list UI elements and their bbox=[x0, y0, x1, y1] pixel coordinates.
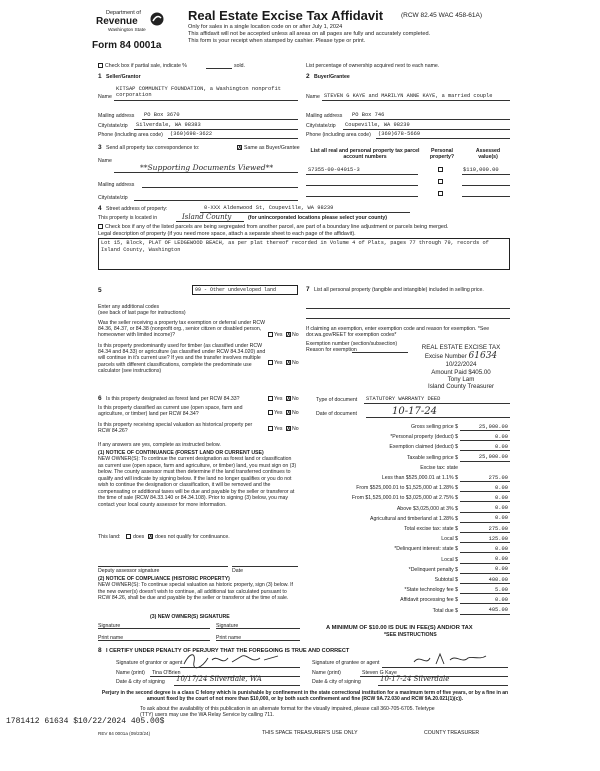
buyer-name-label: Name bbox=[306, 94, 320, 100]
agency-label: Revenue bbox=[96, 16, 138, 27]
print-label-2: Print name bbox=[216, 635, 242, 641]
grantor-date-label: Date & city of signing bbox=[116, 679, 165, 685]
forest-no-label: No bbox=[292, 396, 299, 402]
rcw-ref: (RCW 82.45 WAC 458-61A) bbox=[401, 12, 483, 19]
same-as-buyer-checkbox[interactable]: X bbox=[238, 145, 242, 151]
unincorp-note: (for unincorporated locations please select your county) bbox=[248, 215, 387, 221]
calc-value[interactable]: 0.00 bbox=[495, 556, 508, 563]
q2-no-label: No bbox=[292, 360, 299, 366]
sec5-num: 5 bbox=[98, 287, 102, 294]
assessed-value[interactable]: $110,000.00 bbox=[463, 167, 499, 173]
calc-value[interactable]: 0.00 bbox=[495, 433, 508, 440]
county-value[interactable]: Island County bbox=[182, 213, 232, 221]
parcel-header: List all real and personal property tax parcel account numbers bbox=[310, 148, 420, 161]
notice2-text: NEW OWNER(S): To continue special valuation as historic property, sign (3) below. If the new owner(s) doesn't wish to continue, all additional tax calculated pursuant to RCW 84.26, shall be due and payable by the seller or transferor at the time of sale. bbox=[98, 582, 293, 601]
grantor-name[interactable]: Tina O'Brien bbox=[152, 670, 181, 676]
grantee-date[interactable]: 10-17-24 Silverdale bbox=[380, 675, 450, 683]
sig3-label: (3) NEW OWNER(S) SIGNATURE bbox=[150, 614, 230, 620]
state-label: Washington State bbox=[108, 28, 146, 33]
calc-value[interactable]: 405.00 bbox=[488, 607, 508, 614]
seller-mail[interactable]: PO Box 3670 bbox=[144, 112, 180, 118]
accessibility-note: To ask about the availability of this publication in an alternate format for the visually impaired, please call 360-705-6705. Teletype (TTY) users may use the WA Relay Service by calling 711. bbox=[140, 706, 435, 719]
seller-phone[interactable]: (360)698-3622 bbox=[170, 131, 213, 137]
if-yes-label: If any answers are yes, complete as instructed below. bbox=[98, 442, 221, 448]
grantor-date[interactable]: 10/17/24 Silverdale, WA bbox=[176, 675, 262, 683]
sec4-num: 4 bbox=[98, 205, 102, 212]
calc-label: From $1,525,000.01 to $3,025,000 at 2.75% $ bbox=[351, 495, 458, 502]
sec7-num: 7 bbox=[306, 286, 310, 293]
see-instructions: *SEE INSTRUCTIONS bbox=[384, 632, 437, 638]
buyer-heading: Buyer/Grantee bbox=[314, 74, 350, 80]
personal-header: Personal property? bbox=[429, 148, 455, 161]
calc-value[interactable]: 0.00 bbox=[495, 566, 508, 573]
calc-label: Above $3,025,000 at 3% $ bbox=[396, 505, 458, 512]
deputy-label: Deputy assessor signature bbox=[98, 568, 160, 574]
personal-property-checkbox-3[interactable] bbox=[438, 191, 443, 196]
sec7-label: List all personal property (tangible and intangible) included in selling price. bbox=[314, 287, 484, 293]
grantee-date-label: Date & city of signing bbox=[312, 679, 361, 685]
segregated-checkbox[interactable] bbox=[98, 224, 103, 229]
street-address[interactable]: 0-XXX Aldenwood St, Coupeville, WA 98239 bbox=[204, 205, 334, 211]
calc-label: Total excise tax: state $ bbox=[404, 526, 458, 532]
calc-value[interactable]: 0.00 bbox=[495, 596, 508, 603]
calc-value[interactable]: 0.00 bbox=[495, 494, 508, 501]
buyer-city[interactable]: Coupeville, WA 98239 bbox=[345, 122, 410, 128]
seller-name-label: Name bbox=[98, 94, 112, 100]
sec3-mail-label: Mailing address bbox=[98, 182, 135, 188]
sig-grantee-label: Signature of grantee or agent bbox=[312, 660, 380, 666]
legal-label: Legal description of property (if you need more space, attach a separate sheet to each page of the affidavit). bbox=[98, 231, 356, 237]
calc-value[interactable]: 0.00 bbox=[495, 484, 508, 491]
sig-grantor-label: Signature of grantor or agent bbox=[116, 660, 183, 666]
sec6-q1: Is this property designated as forest land per RCW 84.33? bbox=[106, 396, 240, 402]
stamp-treasurer-name: Tony Lam bbox=[447, 375, 475, 383]
sec3-city-label: City/state/zip bbox=[98, 195, 128, 201]
does-label: does bbox=[133, 534, 145, 540]
calc-label: *Delinquent penalty $ bbox=[408, 566, 458, 573]
located-label: This property is located in bbox=[98, 215, 158, 221]
seller-city[interactable]: Silverdale, WA 98383 bbox=[136, 122, 201, 128]
sig-label-1: Signature bbox=[98, 623, 121, 629]
calc-label: Affidavit processing fee $ bbox=[400, 597, 458, 604]
seller-city-label: City/state/zip bbox=[98, 123, 128, 129]
calc-label: Local $ bbox=[441, 536, 458, 543]
reason-label: Reason for exemption bbox=[306, 347, 357, 353]
buyer-phone[interactable]: (360)678-5669 bbox=[378, 131, 421, 137]
personal-property-checkbox-2[interactable] bbox=[438, 179, 443, 184]
stamp-line-1: REAL ESTATE EXCISE TAX bbox=[421, 344, 501, 351]
note-3: This form is your receipt when stamped by cashier. Please type or print. bbox=[188, 38, 366, 44]
stamp-treasurer-title: Island County Treasurer bbox=[427, 382, 495, 390]
current-use-yes-checkbox[interactable] bbox=[268, 410, 273, 415]
does-not-checkbox[interactable]: X bbox=[149, 534, 153, 540]
additional-codes-label: Enter any additional codes bbox=[98, 304, 160, 310]
segregated-label: Check box if any of the listed parcels are being segregated from another parcel, are part of a boundary line adjustment or parcels being merged. bbox=[105, 224, 449, 230]
receipt-line: 1781412 61634 $10/22/2024 405.00$ bbox=[6, 717, 165, 726]
print-label-1: Print name bbox=[98, 635, 124, 641]
deputy-date-label: Date bbox=[232, 568, 243, 574]
calc-label: Gross selling price $ bbox=[411, 424, 458, 430]
partial-sale-checkbox[interactable] bbox=[98, 63, 103, 68]
sec6-q3: Is this property receiving special valuation as historical property per RCW 84.26? bbox=[98, 422, 253, 435]
calc-label: *Delinquent interest: state $ bbox=[394, 546, 458, 553]
street-label: Street address of property: bbox=[106, 206, 168, 212]
historic-yes-label: Yes bbox=[274, 426, 283, 432]
logo-icon bbox=[150, 12, 164, 26]
buyer-num: 2 bbox=[306, 73, 310, 80]
perjury-note: Perjury in the second degree is a class C felony which is punishable by confinement in the state correctional institution for a maximum term of five years, or by a fine in an amount fixed by the court of not more than $10,000, or by both such confinement and fine (RCW 9A.72.030 and RCW 9A.20.021(1)(c)). bbox=[101, 690, 509, 702]
calc-label: Less than $525,000.01 at 1.1% $ bbox=[381, 475, 458, 481]
calc-value[interactable]: 5.00 bbox=[495, 586, 508, 593]
seller-num: 1 bbox=[98, 73, 102, 80]
exempt-note: If claiming an exemption, enter exemption code and reason for exemption. *See dor.wa.gov/REET for exemption codes* bbox=[306, 326, 490, 339]
sec8-num: 8 bbox=[98, 647, 102, 654]
exempt-no-label: Exemption number (section/subsection) bbox=[306, 341, 398, 347]
stamp-excise-number: 61634 bbox=[468, 351, 498, 362]
sec5-q2: Is this property predominantly used for timber (as classified under RCW 84.34 and 84.33) or agriculture (as classified under RCW 84.34.020) and will continue in it's current use? If yes and the transfer involves multiple parcels with different classifications, complete the predominate use calculator (see instructions) bbox=[98, 343, 266, 374]
grantee-name-label: Name (print) bbox=[312, 670, 341, 676]
seller-name[interactable]: KITSAP COMMUNITY FOUNDATION, a Washington nonprofit corporation bbox=[116, 86, 281, 99]
calc-value[interactable]: 400.00 bbox=[488, 576, 508, 583]
county-treasurer-label: COUNTY TREASURER bbox=[424, 730, 480, 736]
calc-label: Total due $ bbox=[432, 607, 458, 614]
forest-no-checkbox[interactable]: X bbox=[287, 396, 291, 402]
assessed-header: Assessed value(s) bbox=[475, 148, 501, 161]
calc-label: Subtotal $ bbox=[434, 577, 458, 583]
seller-heading: Seller/Grantor bbox=[106, 74, 141, 80]
calc-label: Exemption claimed (deduct) $ bbox=[389, 444, 458, 451]
calc-label: Local $ bbox=[441, 556, 458, 563]
sec5-q1: Was the seller receiving a property tax exemption or deferral under RCW 84.36, 84.37, or 84.38 (nonprofit org., senior citizen or disabled person, homeowner with limited income)? bbox=[98, 320, 266, 339]
seller-mail-label: Mailing address bbox=[98, 113, 135, 119]
q1-no-checkbox[interactable]: X bbox=[287, 332, 291, 338]
stamp-line-2: Excise Number 61634 bbox=[424, 351, 498, 362]
historic-yes-checkbox[interactable] bbox=[268, 426, 273, 431]
calc-value[interactable]: 275.00 bbox=[488, 525, 508, 532]
note-1: Only for sales in a single location code on or after July 1, 2024 bbox=[188, 24, 343, 30]
sec3-num: 3 bbox=[98, 144, 102, 151]
calc-value[interactable]: 25,000.00 bbox=[478, 454, 508, 461]
land-use-value: 99 - Other undeveloped land bbox=[195, 287, 277, 293]
date-doc-value[interactable]: 10-17-24 bbox=[392, 406, 437, 417]
type-doc-label: Type of document bbox=[316, 397, 358, 403]
buyer-mail[interactable]: PO Box 746 bbox=[352, 112, 385, 118]
current-use-no-label: No bbox=[292, 410, 299, 416]
historic-no-label: No bbox=[292, 426, 299, 432]
notice1-text: NEW OWNER(S): To continue the current designation as forest land or classification as current use (open space, farm and agriculture, or timber) land, you must sign on (3) below. The county assessor must then determine if the land transferred continues to qualify and will indicate by signing below. If the land no longer qualifies or you do not wish to continue the designation or classification, it will be removed and the compensating or additional taxes will be due and payable by the seller or transferor at the time of sale (RCW 84.33.140 or 84.34.108). Prior to signing (3) below, you may contact your local county assessor for more information. bbox=[98, 456, 297, 508]
notice2-title: (2) NOTICE OF COMPLIANCE (HISTORIC PROPERTY) bbox=[98, 576, 230, 582]
dept-label: Department of bbox=[106, 10, 141, 16]
grantor-name-label: Name (print) bbox=[116, 670, 145, 676]
q2-yes-label: Yes bbox=[274, 360, 283, 366]
supporting-docs: **Supporting Documents Viewed** bbox=[140, 163, 274, 172]
calc-label: *Personal property (deduct) $ bbox=[390, 434, 458, 441]
does-not-label: does not qualify for continuance. bbox=[155, 534, 230, 540]
sec3-label: Send all property tax correspondence to: bbox=[106, 145, 200, 151]
treasurer-only-label: THIS SPACE TREASURER'S USE ONLY bbox=[262, 730, 358, 736]
sold-label: sold. bbox=[234, 63, 245, 69]
calc-value[interactable]: 275.00 bbox=[488, 474, 508, 481]
buyer-name[interactable]: STEVEN G KAYE and MARILYN ANNE KAYE, a married couple bbox=[324, 93, 493, 99]
sec6-num: 6 bbox=[98, 395, 102, 402]
stamp-amount: Amount Paid $405.00 bbox=[431, 368, 491, 376]
calc-value[interactable]: 25,000.00 bbox=[478, 423, 508, 430]
note-2: This affidavit will not be accepted unless all areas on all pages are fully and accurately completed. bbox=[188, 31, 431, 37]
historic-no-checkbox[interactable]: X bbox=[287, 426, 291, 432]
personal-property-checkbox-1[interactable] bbox=[438, 167, 443, 172]
this-land-label: This land: bbox=[98, 534, 121, 540]
sec3-name-label: Name bbox=[98, 158, 112, 164]
sig-label-2: Signature bbox=[216, 623, 239, 629]
calc-label: Agricultural and timberland at 1.28% $ bbox=[370, 515, 458, 522]
notice1-title: (1) NOTICE OF CONTINUANCE (FOREST LAND OR CURRENT USE) bbox=[98, 450, 264, 456]
q1-no-label: No bbox=[292, 332, 299, 338]
minimum-note: A MINIMUM OF $10.00 IS DUE IN FEE(S) AND/OR TAX bbox=[326, 625, 473, 631]
calc-label: *State technology fee $ bbox=[404, 587, 458, 594]
grantee-name[interactable]: Steven G Kaye bbox=[362, 670, 397, 676]
calc-value[interactable]: 0.00 bbox=[495, 515, 508, 522]
same-as-buyer-label: Same as Buyer/Grantee bbox=[244, 145, 300, 151]
see-back-label: (see back of last page for instructions) bbox=[98, 310, 186, 316]
calc-value[interactable]: 125.00 bbox=[488, 535, 508, 542]
calc-value[interactable]: 0.00 bbox=[495, 545, 508, 552]
stamp-date: 10/22/2024 bbox=[445, 361, 477, 369]
certify-label: I CERTIFY UNDER PENALTY OF PERJURY THAT THE FOREGOING IS TRUE AND CORRECT bbox=[106, 648, 350, 654]
buyer-city-label: City/state/zip bbox=[306, 123, 336, 129]
sec6-q2: Is this property classified as current use (open space, farm and agriculture, or timber) land per RCW 84.34? bbox=[98, 405, 243, 418]
q1-yes-checkbox[interactable] bbox=[268, 332, 273, 337]
q1-yes-label: Yes bbox=[274, 332, 283, 338]
rev-label: REV 84 0001a (09/23/24) bbox=[98, 731, 151, 736]
excise-stamp bbox=[410, 344, 512, 394]
forest-yes-checkbox[interactable] bbox=[268, 396, 273, 401]
buyer-mail-label: Mailing address bbox=[306, 113, 343, 119]
current-use-yes-label: Yes bbox=[274, 410, 283, 416]
forest-yes-label: Yes bbox=[274, 396, 283, 402]
buyer-phone-label: Phone (including area code) bbox=[306, 132, 371, 138]
q2-no-checkbox[interactable]: X bbox=[287, 360, 291, 366]
date-doc-label: Date of document bbox=[316, 411, 357, 417]
type-doc-value[interactable]: STATUTORY WARRANTY DEED bbox=[366, 396, 441, 402]
partial-sale-label: Check box if partial sale, indicate % bbox=[105, 63, 187, 69]
does-checkbox[interactable] bbox=[126, 534, 131, 539]
current-use-no-checkbox[interactable]: X bbox=[287, 410, 291, 416]
form-number: Form 84 0001a bbox=[92, 40, 162, 51]
parcel-number[interactable]: S7355-00-04015-3 bbox=[308, 167, 360, 173]
legal-description: Lot 15, Block, PLAT OF LEDGEWOOD BEACH, as per plat thereof recorded in Volume 4 of Plats, pages 77 through 79, records of Island County, Washington bbox=[101, 240, 489, 254]
calc-label: Excise tax: state bbox=[420, 464, 458, 471]
calc-label: Taxable selling price $ bbox=[406, 454, 458, 461]
calc-value[interactable]: 0.00 bbox=[495, 443, 508, 450]
seller-phone-label: Phone (including area code) bbox=[98, 132, 163, 138]
calc-value[interactable]: 0.00 bbox=[495, 505, 508, 512]
calc-label: From $525,000.01 to $1,525,000 at 1.28% $ bbox=[356, 485, 458, 492]
pct-owner-label: List percentage of ownership acquired next to each name. bbox=[306, 63, 440, 69]
form-title: Real Estate Excise Tax Affidavit bbox=[188, 8, 384, 23]
q2-yes-checkbox[interactable] bbox=[268, 360, 273, 365]
